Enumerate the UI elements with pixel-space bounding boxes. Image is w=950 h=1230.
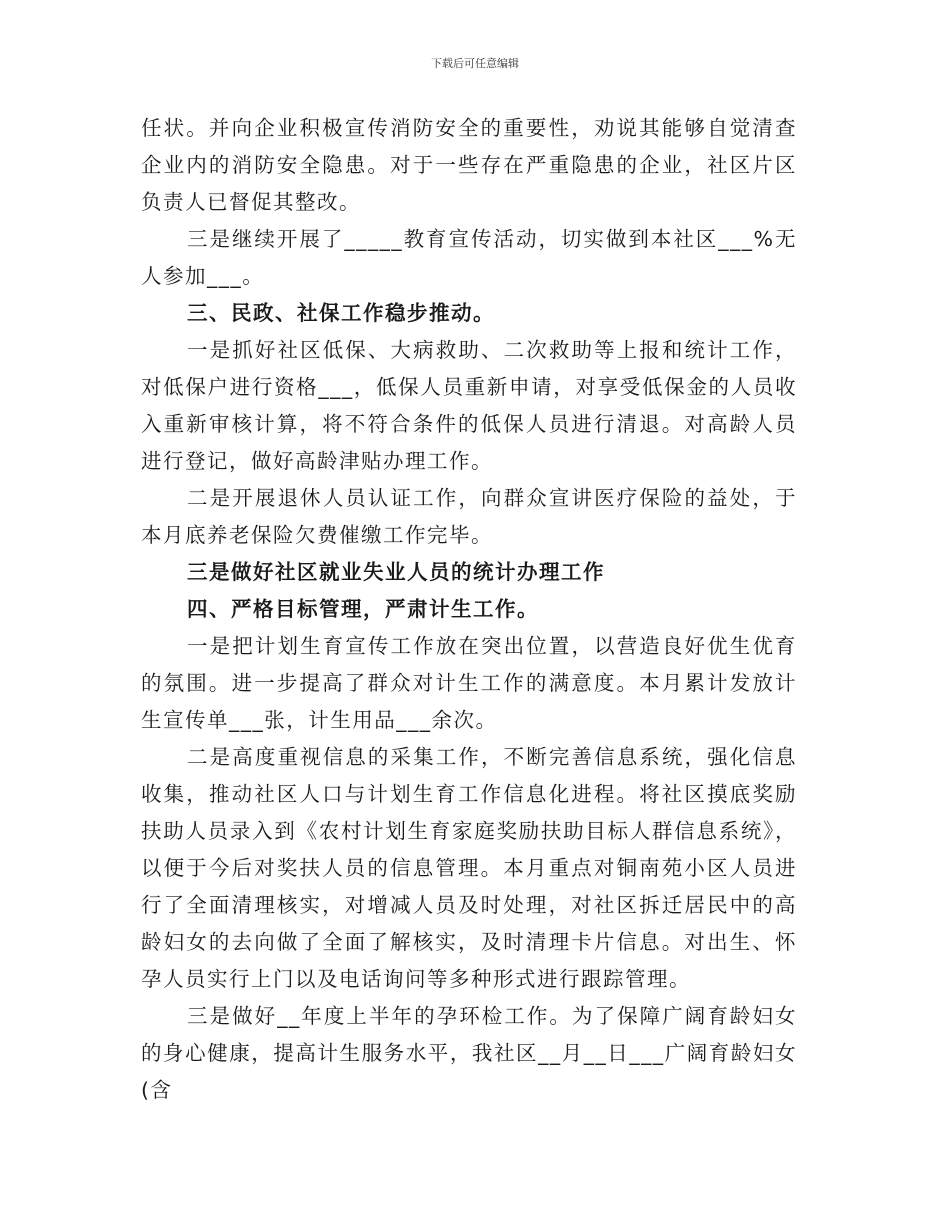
paragraph-family-planning-publicity: 一是把计划生育宣传工作放在突出位置，以营造良好优生优育的氛围。进一步提高了群众对计生工作的满意度。本月累计发放计生宣传单___张，计生用品___余次。 (141, 634, 797, 732)
section-heading-family-planning: 四、严格目标管理，严肃计生工作。 (187, 597, 539, 621)
section-heading-civil-affairs: 三、民政、社保工作稳步推动。 (187, 301, 495, 325)
paragraph-education-campaign: 三是继续开展了_____教育宣传活动，切实做到本社区___%无人参加___。 (141, 227, 797, 288)
paragraph-information-collection: 二是高度重视信息的采集工作，不断完善信息系统，强化信息收集，推动社区人口与计划生育工作信息化进程。将社区摸底奖励扶助人员录入到《农村计划生育家庭奖励扶助目标人群信息系统》，以便于今后对奖扶人员的信息管理。本月重点对铜南苑小区人员进行了全面清理核实，对增减人员及时处理，对社区拆迁居民中的高龄妇女的去向做了全面了解核实，及时清理卡片信息。对出生、怀孕人员实行上门以及电话询问等多种形式进行跟踪管理。 (141, 745, 797, 991)
page-header: 下载后可任意编辑 (431, 57, 519, 70)
paragraph-pregnancy-check: 三是做好__年度上半年的孕环检工作。为了保障广阔育龄妇女的身心健康，提高计生服务水平，我社区__月__日___广阔育龄妇女(含 (141, 1004, 797, 1102)
document-body (141, 110, 797, 1109)
bold-line-employment-statistics: 三是做好社区就业失业人员的统计办理工作 (187, 560, 605, 584)
paragraph-fire-safety: 任状。并向企业积极宣传消防安全的重要性，劝说其能够自觉清查企业内的消防安全隐患。对于一些存在严重隐患的企业，社区片区负责人已督促其整改。 (141, 116, 797, 214)
paragraph-retiree-certification: 二是开展退休人员认证工作，向群众宣讲医疗保险的益处，于本月底养老保险欠费催缴工作完毕。 (141, 486, 797, 547)
paragraph-low-income-assistance: 一是抓好社区低保、大病救助、二次救助等上报和统计工作，对低保户进行资格___，低保人员重新申请，对享受低保金的人员收入重新审核计算，将不符合条件的低保人员进行清退。对高龄人员进行登记，做好高龄津贴办理工作。 (141, 338, 797, 473)
